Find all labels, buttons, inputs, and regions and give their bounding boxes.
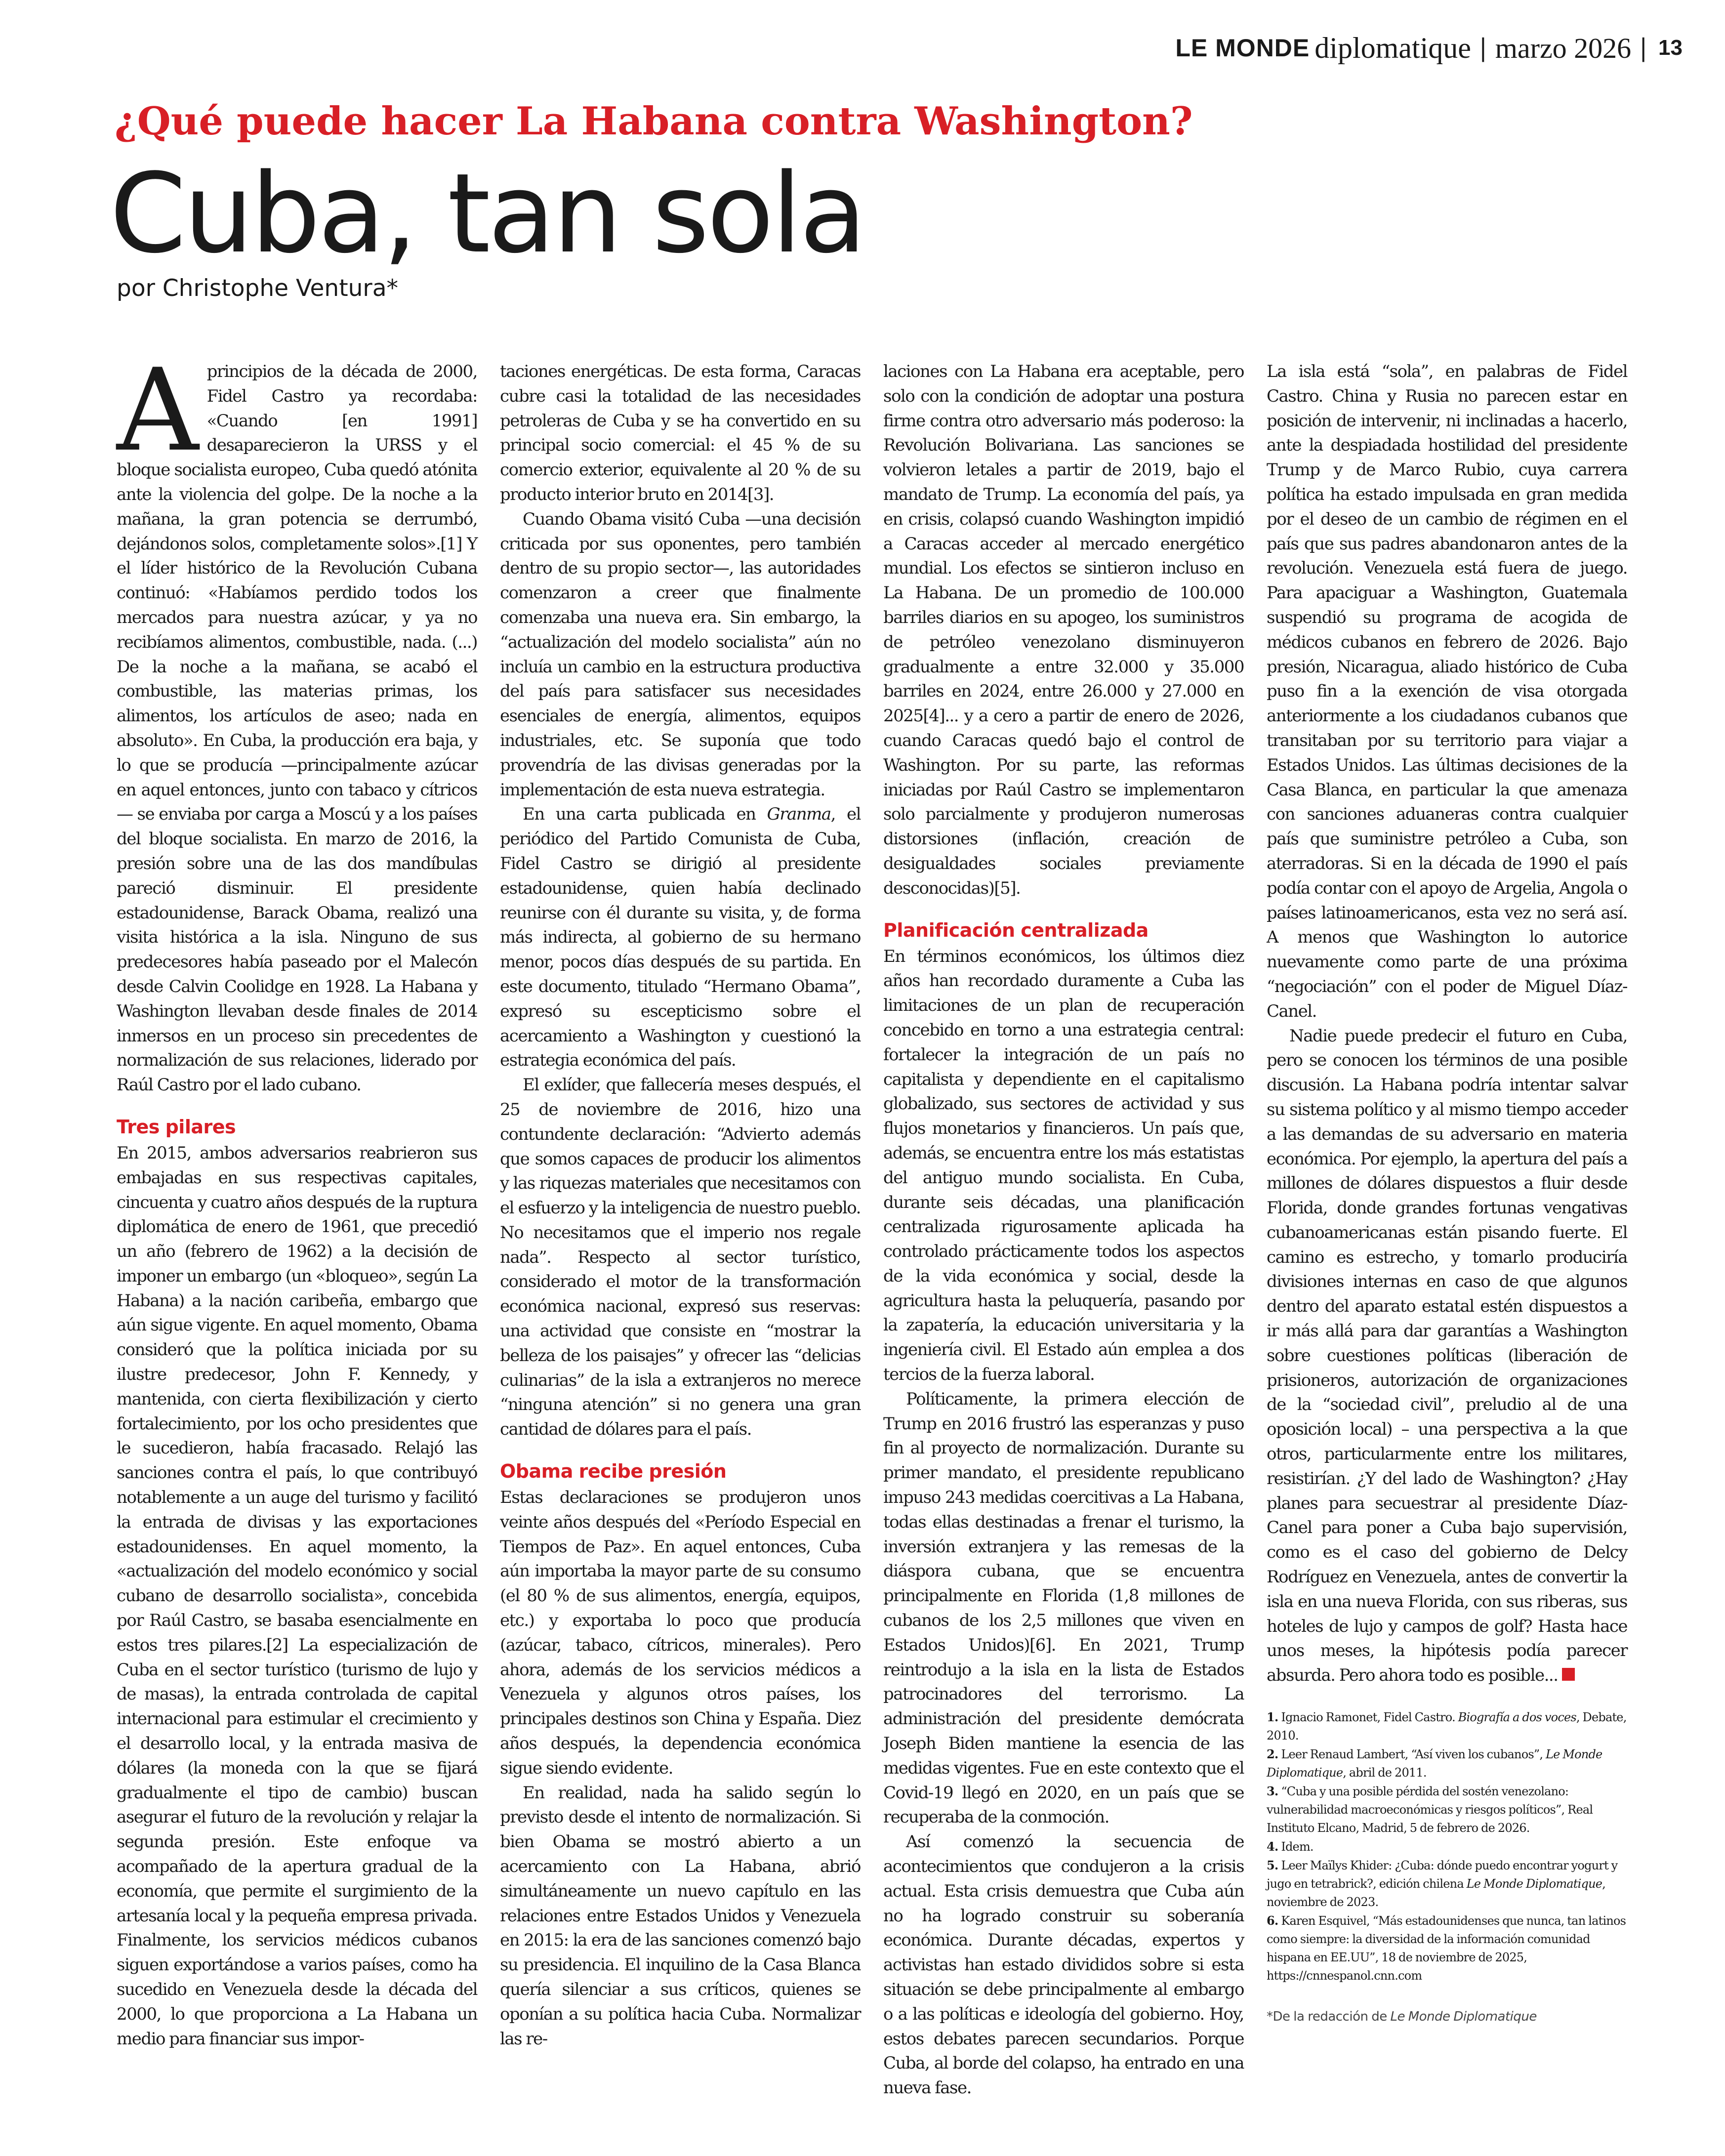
author-credit bbox=[1267, 2005, 1627, 2030]
paragraph: taciones energéticas. De esta forma, Caracas cubre casi la totalidad de las necesidades petroleras de Cuba y se ha convertido en su principal socio comercial: el 45 % de su comercio exterior, equivalente al 20 % de su producto interior bruto en 2014[3]. bbox=[500, 362, 861, 504]
paragraph: Así comenzó la secuencia de acontecimientos que condujeron a la crisis actual. Esta crisis demuestra que Cuba aún no ha logrado construir su soberanía económica. Durante décadas, expertos y activistas han estado divididos sobre si esta situación se debe principalmente al embargo o a las políticas e ideología del gobierno. Hoy, estos debates parecen secundarios. Porque Cuba, al borde del colapso, ha entrado en una nueva fase. bbox=[883, 1832, 1244, 2098]
masthead bbox=[1175, 26, 1683, 70]
footnote bbox=[1267, 1837, 1627, 1856]
footnote-text: Leer Maïlys Khider: ¿Cuba: dónde puedo encontrar yogurt y jugo en tetrabrick?, edición chilena bbox=[1267, 1859, 1618, 1891]
newspaper-name: Granma bbox=[767, 804, 831, 825]
section-heading-obama: Obama recibe presión bbox=[500, 1460, 727, 1483]
section-heading-tres-pilares: Tres pilares bbox=[117, 1116, 236, 1138]
drop-cap: A bbox=[117, 345, 198, 477]
paragraph bbox=[500, 802, 861, 1073]
page-number: 13 bbox=[1658, 36, 1683, 60]
paragraph: El exlíder, que fallecería meses después, el 25 de noviembre de 2016, hizo una contundente declaración: “Advierto además que somos capaces de producir los alimentos y las riquezas materiales que necesitamos con el esfuerzo y la inteligencia de nuestro pueblo. No necesitamos que el imperio nos regale nada”. Respecto al sector turístico, considerado el motor de la transformación económica nacional, expresó sus reservas: una actividad que consiste en “mostrar la belleza de los paisajes” y ofrecer las “delicias culinarias” de la isla a extranjeros no merece “ninguna atención” si no genera una gran cantidad de dólares para el país. bbox=[500, 1075, 861, 1440]
footnote-text: Leer Renaud Lambert, “Así viven los cubanos”, bbox=[1281, 1747, 1546, 1762]
credit-publication: Le Monde Diplomatique bbox=[1390, 2009, 1537, 2025]
section-heading-planificacion: Planificación centralizada bbox=[883, 919, 1149, 941]
footnote-number: 4. bbox=[1267, 1839, 1278, 1854]
issue-date: marzo 2026 bbox=[1495, 32, 1632, 64]
paragraph: Políticamente, la primera elección de Trump en 2016 frustró las esperanzas y puso fin al proyecto de normalización. Durante su primer mandato, el presidente republicano impuso 243 medidas coercitivas a La Habana, todas ellas destinadas a frenar el turismo, la inversión extranjera y las remesas de la diáspora cubana, que se encuentra principalmente en Florida (1,8 millones de cubanos de los 2,5 millones que viven en Estados Unidos)[6]. En 2021, Trump reintrodujo a la isla en la lista de Estados patrocinadores del terrorismo. La administración del presidente demócrata Joseph Biden mantiene la esencia de las medidas vigentes. Fue en este contexto que el Covid-19 llegó en 2020, en un país que se recuperaba de la conmoción. bbox=[883, 1389, 1244, 1827]
paragraph: Estas declaraciones se produjeron unos veinte años después del «Período Especial en Tiempos de Paz». En aquel entonces, Cuba aún importaba la mayor parte de su consumo (el 80 % de sus alimentos, energía, equipos, etc.) y exportaba lo poco que producía (azúcar, tabaco, cítricos, minerales). Pero ahora, además de los servicios médicos a Venezuela y algunos otros países, los principales destinos son China y España. Diez años después, la dependencia económica sigue siendo evidente. bbox=[500, 1488, 861, 1778]
footnote-number: 5. bbox=[1267, 1858, 1278, 1873]
footnote-italic: Le Monde Diplomatique bbox=[1267, 1747, 1602, 1780]
footnote bbox=[1267, 1745, 1627, 1782]
article-column-1 bbox=[117, 345, 477, 2069]
paragraph-text: Nadie puede predecir el futuro en Cuba, pero se conocen los términos de una posible discusión. La Habana podría intentar salvar su sistema político y al mismo tiempo acceder a las demandas de su adversario en materia económica. Por ejemplo, la apertura del país a millones de dólares dispuestos a fluir desde Florida, donde grandes fortunas vengativas cubanoamericanas están pisando fuerte. El camino es estrecho, y tomarlo produciría divisiones internas en caso de que algunos dentro del aparato estatal estén dispuestos a ir más allá para dar garantías a Washington sobre cuestiones políticas (liberación de prisioneros, autorización de organizaciones de la “sociedad civil”, preludio al de una oposición local) – una perspectiva a la que otros, particularmente entre los militares, resistirían. ¿Y del lado de Washington? ¿Hay planes para secuestrar al presidente Díaz-Canel para poner a Cuba bajo supervisión, como es el caso del gobierno de Delcy Rodríguez en Venezuela, antes de convertir la isla en una nueva Florida, con sus riberas, sus hoteles de lujo y campos de golf? Hasta hace unos meses, la hipótesis podía parecer absurda. Pero ahora todo es posible... bbox=[1267, 1026, 1627, 1686]
footnote-text: Idem. bbox=[1281, 1840, 1314, 1854]
footnote-number: 2. bbox=[1267, 1747, 1278, 1762]
masthead-brand: LE MONDE bbox=[1175, 34, 1310, 62]
paragraph: La isla está “sola”, en palabras de Fidel Castro. China y Rusia no parecen estar en posición de intervenir, ni inclinadas a hacerlo, ante la despiadada hostilidad del presidente Trump y de Marco Rubio, cuya carrera política ha estado impulsada en gran medida por el deseo de un cambio de régimen en el país que sus padres abandonaron antes de la revolución. Venezuela está fuera de juego. Para apaciguar a Washington, Guatemala suspendió su programa de acogida de médicos cubanos en febrero de 2026. Bajo presión, Nicaragua, aliado histórico de Cuba puso fin a la exención de visa otorgada anteriormente a los ciudadanos cubanos que transitaban por su territorio para viajar a Estados Unidos. Las últimas decisiones de la Casa Blanca, en particular la que amenaza con sanciones aduaneras contra cualquier país que suministre petróleo a Cuba, son aterradoras. Si en la década de 1990 el país podía contar con el apoyo de Argelia, Angola o países latinoamericanos, esta vez no será así. A menos que Washington lo autorice nuevamente como parte de una próxima “negociación” con el poder de Miguel Díaz-Canel. bbox=[1267, 362, 1627, 1021]
footnote-text: “Cuba y una posible pérdida del sostén venezolano: vulnerabilidad macroeconómicas y riesgos políticos”, Real Instituto Elcano, Madrid, 5 de febrero de 2026. bbox=[1267, 1784, 1593, 1835]
footnote-italic: Biografía a dos voces bbox=[1458, 1710, 1576, 1725]
article-byline: por Christophe Ventura* bbox=[117, 275, 399, 302]
footnote-text: Karen Esquivel, “Más estadounidenses que nunca, tan latinos como siempre: la diversidad de la información comunidad hispana en EE.UU”, 18 de noviembre de 2025, https://cnnespanol.cnn.com bbox=[1267, 1914, 1626, 1983]
footnote-text: , noviembre de 2023. bbox=[1267, 1877, 1605, 1909]
masthead-brand-word: diplomatique bbox=[1314, 31, 1471, 64]
paragraph: En 2015, ambos adversarios reabrieron sus embajadas en sus respectivas capitales, cincuenta y cuatro años después de la ruptura diplomática de enero de 1961, que precedió un año (febrero de 1962) a la decisión de imponer un embargo (un «bloqueo», según La Habana) a la nación caribeña, embargo que aún sigue vigente. En aquel momento, Obama consideró que la política iniciada por su ilustre predecesor, John F. Kennedy, y mantenida, con cierta flexibilización y cierto fortalecimiento, por los ocho presidentes que le sucedieron, había fracasado. Relajó las sanciones contra el país, lo que contribuyó notablemente a un auge del turismo y facilitó la entrada de divisas y las exportaciones estadounidenses. En aquel momento, la «actualización del modelo económico y social cubano de desarrollo socialista», concebida por Raúl Castro, se basaba esencialmente en estos tres pilares.[2] La especialización de Cuba en el sector turístico (turismo de lujo y de masas), la entrada controlada de capital internacional para estimular el crecimiento y el desarrollo local, y la entrada masiva de dólares (la moneda con la que se fijará gradualmente el tipo de cambio) buscan asegurar el futuro de la revolución y relajar la segunda presión. Este enfoque va acompañado de la apertura gradual de la economía, que permite el surgimiento de la artesanía local y la pequeña empresa privada. Finalmente, los servicios médicos cubanos siguen exportándose a varios países, como ha sucedido en Venezuela desde la década del 2000, lo que proporciona a La Habana un medio para financiar sus impor- bbox=[117, 1143, 477, 2049]
article-column-4 bbox=[1267, 360, 1627, 2069]
paragraph bbox=[1267, 1024, 1627, 1689]
masthead-separator: | bbox=[1479, 34, 1487, 62]
footnote-number: 1. bbox=[1267, 1710, 1278, 1725]
credit-text: *De la redacción de bbox=[1267, 2009, 1391, 2025]
footnote-text: Ignacio Ramonet, Fidel Castro. bbox=[1281, 1710, 1458, 1725]
masthead-separator-2: | bbox=[1639, 34, 1648, 62]
paragraph: laciones con La Habana era aceptable, pero solo con la condición de adoptar una postura firme contra otro adversario más poderoso: la Revolución Bolivariana. Las sanciones se volvieron letales a partir de 2019, bajo el mandato de Trump. La economía del país, ya en crisis, colapsó cuando Washington impidió a Caracas acceder al mercado energético mundial. Los efectos se sintieron incluso en La Habana. De un promedio de 100.000 barriles diarios en su apogeo, los suministros de petróleo venezolano disminuyeron gradualmente a entre 32.000 y 35.000 barriles en 2024, entre 26.000 y 27.000 en 2025[4]... y a cero a partir de enero de 2026, cuando Caracas quedó bajo el control de Washington. Por su parte, las reformas iniciadas por Raúl Castro se implementaron solo parcialmente y produjeron numerosas distorsiones (inflación, creación de desigualdades sociales previamente desconocidas)[5]. bbox=[883, 362, 1244, 898]
footnote-text: , abril de 2011. bbox=[1343, 1766, 1427, 1780]
paragraph-text: principios de la década de 2000, Fidel Castro ya recordaba: «Cuando [en 1991] desaparecieron la URSS y el bloque socialista europeo, Cuba quedó atónita ante la violencia del golpe. De la noche a la mañana, la gran potencia se derrumbó, dejándonos solos, completamente solos».[1] Y el líder histórico de la Revolución Cubana continuó: «Habíamos perdido todos los mercados para nuestra azúcar, y ya no recibíamos alimentos, combustible, nada. (...) De la noche a la mañana, se acabó el combustible, las materias primas, los alimentos, los artículos de aseo; nada en absoluto». En Cuba, la producción era baja, y lo que se producía —principalmente azúcar en aquel entonces, junto con tabaco y cítricos— se enviaba por carga a Moscú y a los países del bloque socialista. En marzo de 2016, la presión sobre una de las dos mandíbulas pareció disminuir. El presidente estadounidense, Barack Obama, realizó una visita histórica a la isla. Ninguno de sus predecesores había paseado por el Malecón desde Calvin Coolidge en 1928. La Habana y Washington llevaban desde finales de 2014 inmersos en un proceso sin precedentes de normalización de sus relaciones, liderado por Raúl Castro por el lado cubano. bbox=[117, 362, 477, 1095]
footnote bbox=[1267, 1911, 1627, 1985]
article-column-3 bbox=[883, 360, 1244, 2098]
article-title: Cuba, tan sola bbox=[110, 150, 864, 278]
end-mark-icon bbox=[1562, 1668, 1575, 1681]
footnotes bbox=[1267, 1708, 1627, 1985]
footnote bbox=[1267, 1708, 1627, 1745]
paragraph bbox=[117, 345, 477, 1098]
footnote-text: , Debate, 2010. bbox=[1267, 1710, 1627, 1743]
footnote bbox=[1267, 1782, 1627, 1837]
paragraph-text: , el periódico del Partido Comunista de Cuba, Fidel Castro se dirigió al presidente estadounidense, quien había declinado reunirse con él durante su visita, y, de forma más indirecta, al gobierno de su hermano menor, pocos días después de su partida. En este documento, titulado “Hermano Obama”, expresó su escepticismo sobre el acercamiento a Washington y cuestionó la estrategia económica del país. bbox=[500, 804, 861, 1071]
footnote-number: 6. bbox=[1267, 1913, 1278, 1928]
paragraph-text: En una carta publicada en bbox=[523, 804, 767, 825]
footnote-italic: Le Monde Diplomatique bbox=[1466, 1877, 1602, 1891]
article-kicker: ¿Qué puede hacer La Habana contra Washington? bbox=[115, 99, 1193, 144]
footnote bbox=[1267, 1856, 1627, 1911]
paragraph: En realidad, nada ha salido según lo previsto desde el intento de normalización. Si bien Obama se mostró abierto a un acercamiento con La Habana, abrió simultáneamente un nuevo capítulo en las relaciones entre Estados Unidos y Venezuela en 2015: la era de las sanciones comenzó bajo su presidencia. El inquilino de la Casa Blanca quería silenciar a sus críticos, quienes se oponían a su política hacia Cuba. Normalizar las re- bbox=[500, 1783, 861, 2049]
article-column-2 bbox=[500, 360, 861, 2069]
paragraph: En términos económicos, los últimos diez años han recordado duramente a Cuba las limitaciones de un plan de recuperación concebido en torno a una estrategia central: fortalecer la integración de un país no capitalista y dependiente en el capitalismo globalizado, sus sectores de actividad y sus flujos monetarios y financieros. Un país que, además, se encuentra entre los más estatistas del antiguo mundo socialista. En Cuba, durante seis décadas, una planificación centralizada rigurosamente aplicada ha controlado prácticamente todos los aspectos de la vida económica y social, desde la agricultura hasta la peluquería, pasando por la zapatería, la educación universitaria y la ingeniería civil. El Estado aún emplea a dos tercios de la fuerza laboral. bbox=[883, 946, 1244, 1385]
paragraph: Cuando Obama visitó Cuba —una decisión criticada por sus oponentes, pero también dentro de su propio sector—, las autoridades comenzaron a creer que finalmente comenzaba una nueva era. Sin embargo, la “actualización del modelo socialista” aún no incluía un cambio en la estructura productiva del país para satisfacer sus necesidades esenciales de energía, alimentos, equipos industriales, etc. Se suponía que todo provendría de las divisas generadas por la implementación de esta nueva estrategia. bbox=[500, 509, 861, 800]
footnote-number: 3. bbox=[1267, 1784, 1278, 1799]
